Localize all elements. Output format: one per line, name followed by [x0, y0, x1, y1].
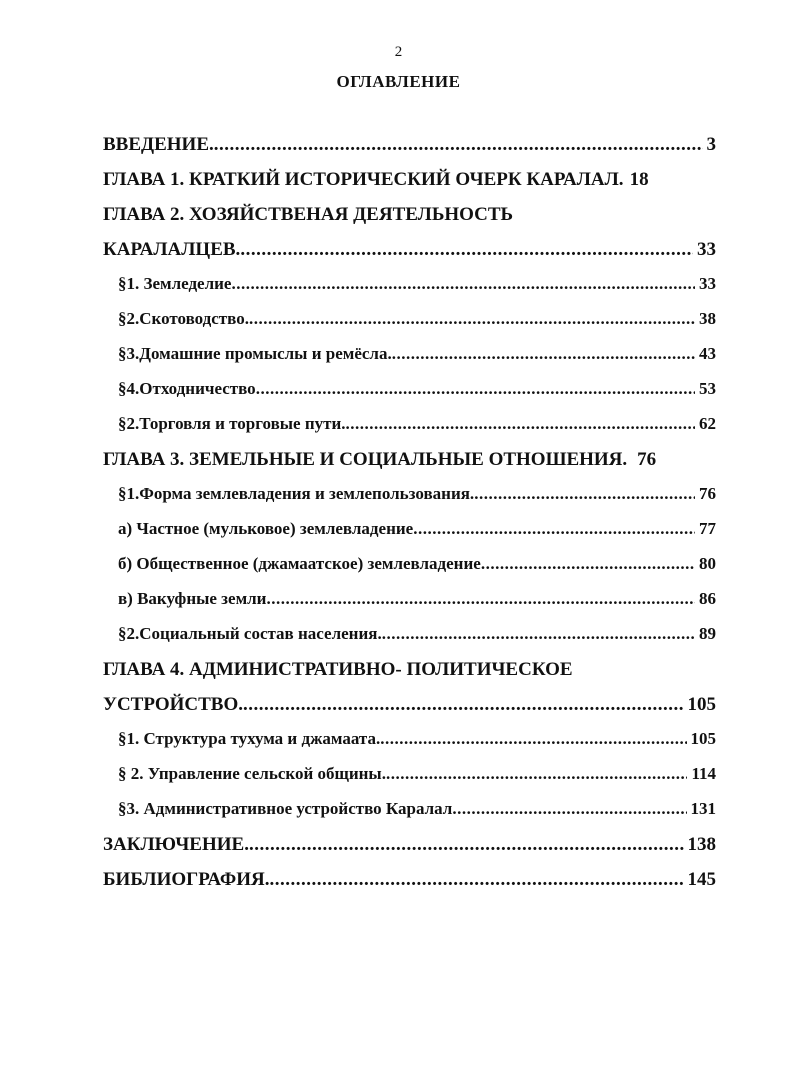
toc-title: ОГЛАВЛЕНИЕ	[336, 72, 461, 91]
toc-entry-chapter-3	[103, 449, 716, 471]
toc-entry-page: 18	[629, 169, 649, 190]
toc-entry-page: 80	[699, 554, 716, 573]
toc-entry-section	[103, 764, 716, 784]
toc-entry-subsection	[103, 519, 716, 539]
leader-dots	[452, 799, 686, 819]
toc-entry-label: а) Частное (мульковое) землевладение	[118, 519, 414, 538]
toc-entry-conclusion	[103, 834, 716, 856]
toc-entry-label: ЗАКЛЮЧЕНИЕ.	[103, 834, 249, 855]
toc-entry-page: 33	[697, 239, 716, 260]
leader-dots	[256, 379, 695, 399]
toc-entry-section	[103, 414, 716, 434]
toc-entry-section	[103, 274, 716, 294]
toc-entry-page: 43	[699, 344, 716, 363]
toc-entry-label: в) Вакуфные земли	[118, 589, 267, 608]
toc-entry-page: 53	[699, 379, 716, 398]
leader-dots	[231, 274, 695, 294]
toc-entry-label: ГЛАВА 4. АДМИНИСТРАТИВНО- ПОЛИТИЧЕСКОЕ	[103, 659, 573, 680]
toc-entry-page: 38	[699, 309, 716, 328]
toc-entry-page: 76	[637, 449, 657, 470]
toc-entry-section	[103, 484, 716, 504]
toc-entry-page: 77	[699, 519, 716, 538]
toc-entry-label: б) Общественное (джамаатское) землевладение	[118, 554, 481, 573]
toc-entry-label: §4.Отходничество	[118, 379, 256, 398]
toc-entry-page: 131	[690, 799, 716, 818]
toc-entry-label: ГЛАВА 1. КРАТКИЙ ИСТОРИЧЕСКИЙ ОЧЕРК КАРАЛАЛ.	[103, 169, 624, 190]
leader-dots	[266, 589, 695, 609]
toc-entry-page: 145	[687, 869, 716, 890]
toc-entry-label: §1.Форма землевладения и землепользования.	[118, 484, 475, 503]
leader-dots	[249, 309, 695, 329]
toc-entry-label: § 2. Управление сельской общины.	[118, 764, 386, 783]
toc-entry-section	[103, 624, 716, 644]
toc-entry-section	[103, 729, 716, 749]
toc-entry-bibliography	[103, 869, 716, 891]
toc-entry-page: 89	[699, 624, 716, 643]
toc-entry-label: ГЛАВА 3. ЗЕМЕЛЬНЫЕ И СОЦИАЛЬНЫЕ ОТНОШЕНИЯ.	[103, 449, 628, 470]
leader-dots	[270, 869, 684, 891]
leader-dots	[481, 554, 695, 574]
toc-entry-label: БИБЛИОГРАФИЯ.	[103, 869, 270, 890]
toc-entry-label: §3. Административное устройство Каралал	[118, 799, 453, 818]
toc-entry-label: УСТРОЙСТВО.	[103, 694, 243, 715]
toc-entry-page: 138	[687, 834, 716, 855]
toc-entry-section	[103, 379, 716, 399]
leader-dots	[474, 484, 695, 504]
toc-entry-label: §2.Социальный состав населения.	[118, 624, 382, 643]
toc-entry-label: §1. Структура тухума и джамаата.	[118, 729, 381, 748]
toc-entry-subsection	[103, 589, 716, 609]
leader-dots	[249, 834, 684, 856]
toc-entry-chapter-4-cont	[103, 694, 716, 716]
toc-entry-page: 33	[699, 274, 716, 293]
toc-entry-page: 86	[699, 589, 716, 608]
toc-entry-label: ГЛАВА 2. ХОЗЯЙСТВЕНАЯ ДЕЯТЕЛЬНОСТЬ	[103, 204, 514, 225]
leader-dots	[382, 624, 695, 644]
page-number: 2	[394, 44, 403, 60]
toc-entry-label: §3.Домашние промыслы и ремёсла.	[118, 344, 392, 363]
toc-entry-label: §2.Торговля и торговые пути.	[118, 414, 346, 433]
toc-entry-section	[103, 309, 716, 329]
leader-dots	[346, 414, 695, 434]
leader-dots	[380, 729, 686, 749]
toc-entry-introduction	[103, 134, 716, 156]
toc-entry-section	[103, 799, 716, 819]
leader-dots	[413, 519, 695, 539]
toc-entry-label: ВВЕДЕНИЕ.	[103, 134, 214, 155]
toc-entry-page: 3	[706, 134, 716, 155]
toc-entry-page: 114	[691, 764, 716, 783]
toc-entry-chapter-1	[103, 169, 716, 191]
toc-entry-page: 76	[699, 484, 716, 503]
toc-entry-label: §1. Земледелие	[118, 274, 232, 293]
toc-entry-label: КАРАЛАЛЦЕВ.	[103, 239, 241, 260]
toc-entry-chapter-2	[103, 204, 716, 226]
toc-entry-chapter-4	[103, 659, 716, 681]
leader-dots	[243, 694, 684, 716]
toc-entry-label: §2.Скотоводство.	[118, 309, 249, 328]
leader-dots	[392, 344, 695, 364]
toc-entry-section	[103, 344, 716, 364]
toc-entry-page: 105	[687, 694, 716, 715]
leader-dots	[240, 239, 693, 261]
leader-dots	[214, 134, 703, 156]
toc-entry-chapter-2-cont	[103, 239, 716, 261]
toc-entry-page: 105	[690, 729, 716, 748]
toc-entry-page: 62	[699, 414, 716, 433]
toc-entry-subsection	[103, 554, 716, 574]
leader-dots	[386, 764, 687, 784]
